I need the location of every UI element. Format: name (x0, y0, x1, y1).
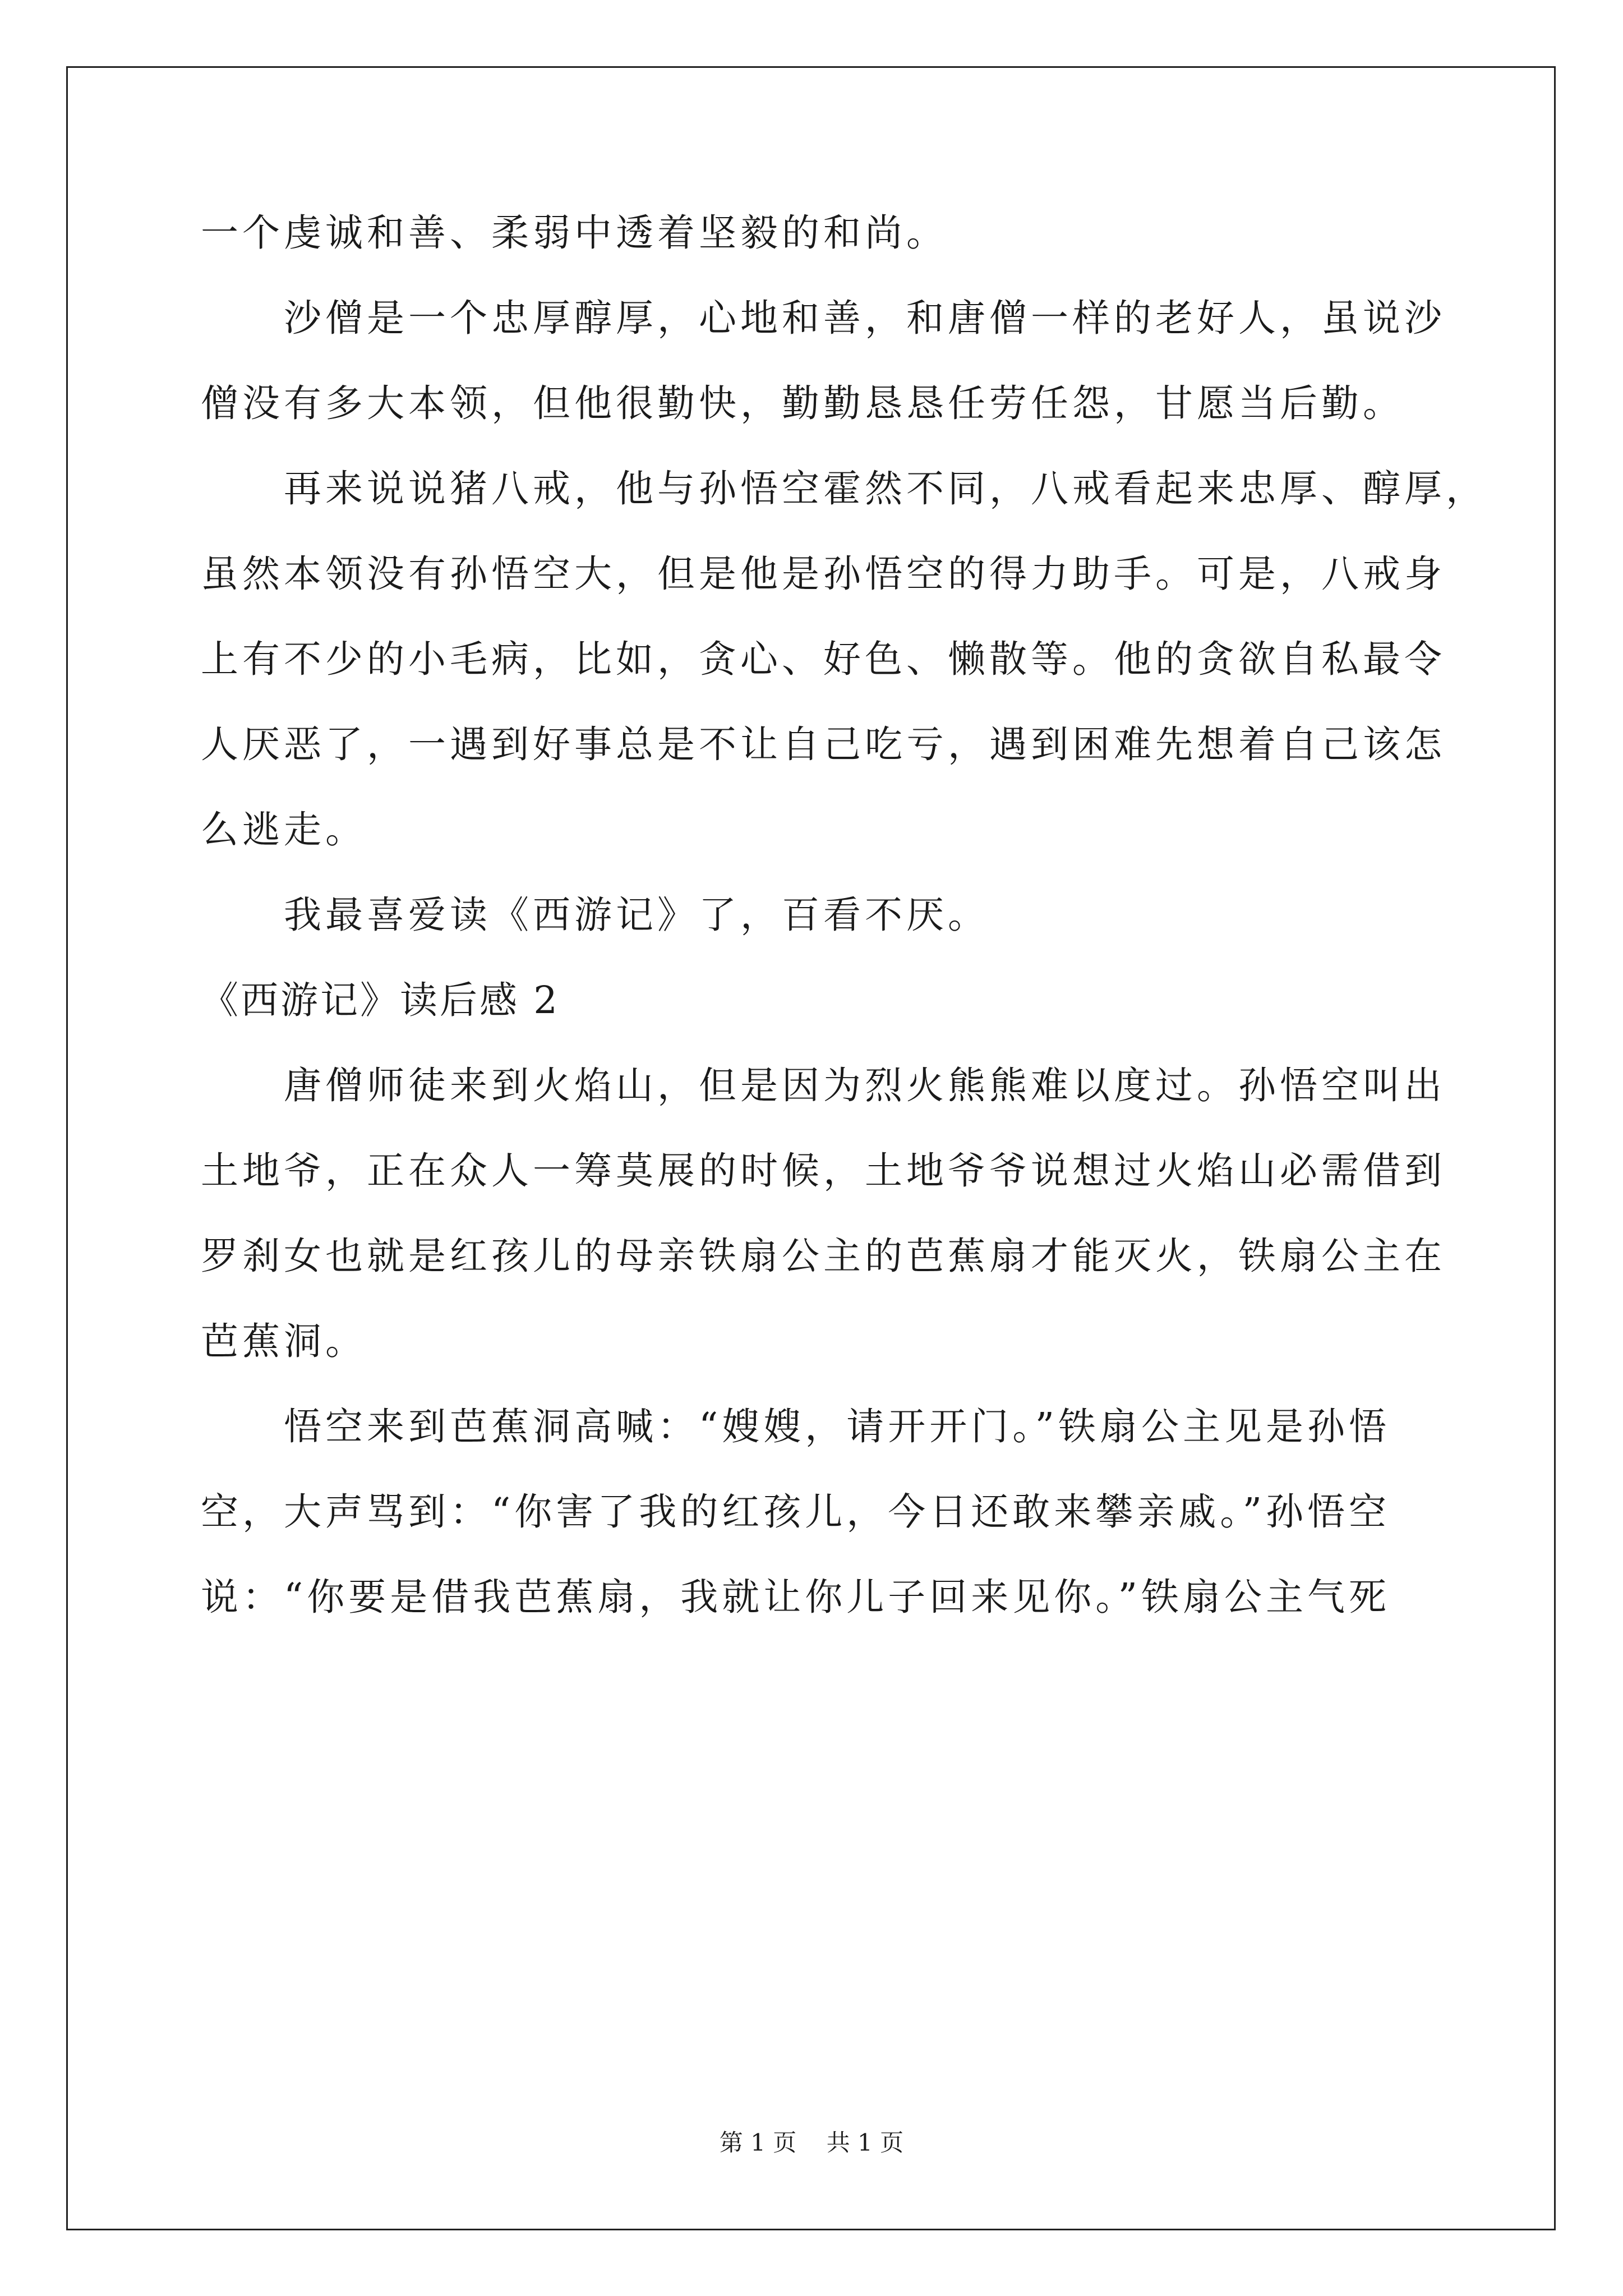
paragraph-line: 再来说说猪八戒，他与孙悟空霍然不同，八戒看起来忠厚、醇厚， (284, 467, 1487, 510)
text-line: 么逃走。 (201, 808, 367, 852)
text-line: 空，大声骂到：“你害了我的红孩儿，今日还敢来攀亲戚。”孙悟空 (201, 1490, 1391, 1534)
text-line: 人厌恶了，一遇到好事总是不让自己吃亏，遇到困难先想着自己该怎 (201, 723, 1446, 766)
text-line: 僧没有多大本领，但他很勤快，勤勤恳恳任劳任怨，甘愿当后勤。 (201, 381, 1404, 425)
section-heading: 《西游记》读后感 2 (201, 978, 560, 1022)
text-line: 上有不少的小毛病，比如，贪心、好色、懒散等。他的贪欲自私最令 (201, 637, 1446, 681)
paragraph-line: 悟空来到芭蕉洞高喊：“嫂嫂，请开开门。”铁扇公主见是孙悟 (284, 1405, 1391, 1448)
text-line: 说：“你要是借我芭蕉扇，我就让你儿子回来见你。”铁扇公主气死 (201, 1575, 1391, 1619)
page-footer: 第 1 页 共 1 页 (719, 2129, 904, 2156)
paragraph-line: 唐僧师徒来到火焰山，但是因为烈火熊熊难以度过。孙悟空叫出 (284, 1064, 1446, 1107)
text-line: 芭蕉洞。 (201, 1319, 367, 1363)
paragraph-line: 我最喜爱读《西游记》了，百看不厌。 (284, 893, 989, 937)
text-line: 一个虔诚和善、柔弱中透着坚毅的和尚。 (201, 211, 948, 255)
text-line: 罗刹女也就是红孩儿的母亲铁扇公主的芭蕉扇才能灭火，铁扇公主在 (201, 1234, 1446, 1278)
paragraph-line: 沙僧是一个忠厚醇厚，心地和善，和唐僧一样的老好人，虽说沙 (284, 296, 1446, 340)
text-line: 虽然本领没有孙悟空大，但是他是孙悟空的得力助手。可是，八戒身 (201, 552, 1446, 596)
text-line: 土地爷，正在众人一筹莫展的时候，土地爷爷说想过火焰山必需借到 (201, 1149, 1446, 1193)
